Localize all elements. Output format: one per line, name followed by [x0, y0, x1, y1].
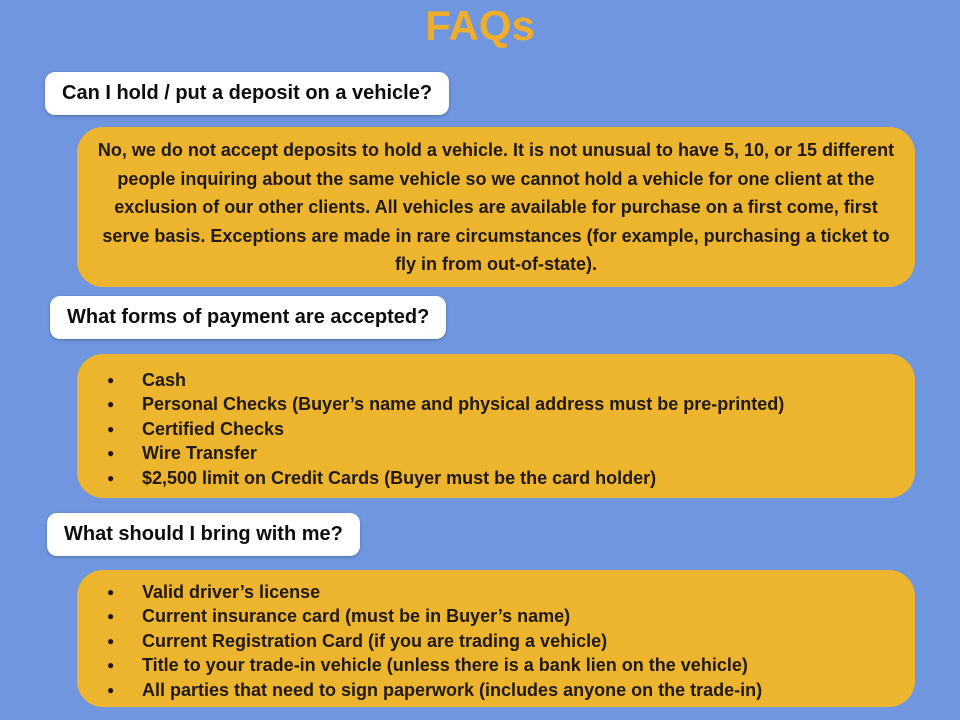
- list-item: [105, 653, 897, 677]
- bullet-text: Certified Checks: [142, 418, 285, 439]
- payment-bullet-list: [105, 368, 897, 490]
- faq-question-deposit: Can I hold / put a deposit on a vehicle?: [45, 72, 449, 115]
- bullet-icon: ●: [107, 585, 115, 599]
- bullet-text: Cash: [142, 370, 187, 390]
- bullet-text: $2,500 limit on Credit Cards (Buyer must be the card holder): [142, 467, 657, 488]
- faq-answer-bring: [77, 570, 915, 707]
- bullet-text: Wire Transfer: [142, 443, 257, 464]
- faq-answer-payment: [77, 354, 915, 498]
- list-item: [105, 604, 897, 628]
- bullet-icon: ●: [107, 609, 115, 624]
- bullet-icon: ●: [107, 373, 115, 387]
- bullet-icon: ●: [107, 397, 115, 412]
- bullet-icon: ●: [107, 421, 115, 436]
- list-item: [105, 417, 897, 441]
- faq-answer-deposit: No, we do not accept deposits to hold a vehicle. It is not unusual to have 5, 10, or 15 different people inquiring about the same vehicle so we cannot hold a vehicle for one client at the exclusion of our other clients. All vehicles are available for purchase on a first come, first serve basis. Exceptions are made in rare circumstances (for example, purchasing a ticket to fly in from out-of-state).: [77, 127, 915, 287]
- list-item: [105, 580, 897, 604]
- bullet-text: Title to your trade-in vehicle (unless there is a bank lien on the vehicle): [142, 655, 748, 676]
- bring-bullet-list: [105, 580, 897, 702]
- list-item: [105, 392, 897, 416]
- bullet-icon: ●: [107, 658, 115, 673]
- list-item: [105, 466, 897, 490]
- list-item: [105, 441, 897, 465]
- bullet-icon: ●: [107, 470, 115, 485]
- bullet-text: Valid driver’s license: [142, 582, 321, 602]
- faq-question-bring: What should I bring with me?: [47, 513, 360, 556]
- list-item: [105, 678, 897, 702]
- bullet-icon: ●: [107, 633, 115, 648]
- bullet-text: Current insurance card (must be in Buyer’s name): [142, 606, 571, 627]
- list-item: [105, 629, 897, 653]
- faq-question-payment: What forms of payment are accepted?: [50, 296, 446, 339]
- list-item: [105, 368, 897, 392]
- bullet-icon: ●: [107, 446, 115, 461]
- bullet-text: Personal Checks (Buyer’s name and physical address must be pre-printed): [142, 394, 785, 415]
- bullet-text: All parties that need to sign paperwork (includes anyone on the trade-in): [142, 679, 763, 700]
- bullet-text: Current Registration Card (if you are trading a vehicle): [142, 630, 608, 651]
- bullet-icon: ●: [107, 682, 115, 697]
- page-title: FAQs: [425, 2, 535, 49]
